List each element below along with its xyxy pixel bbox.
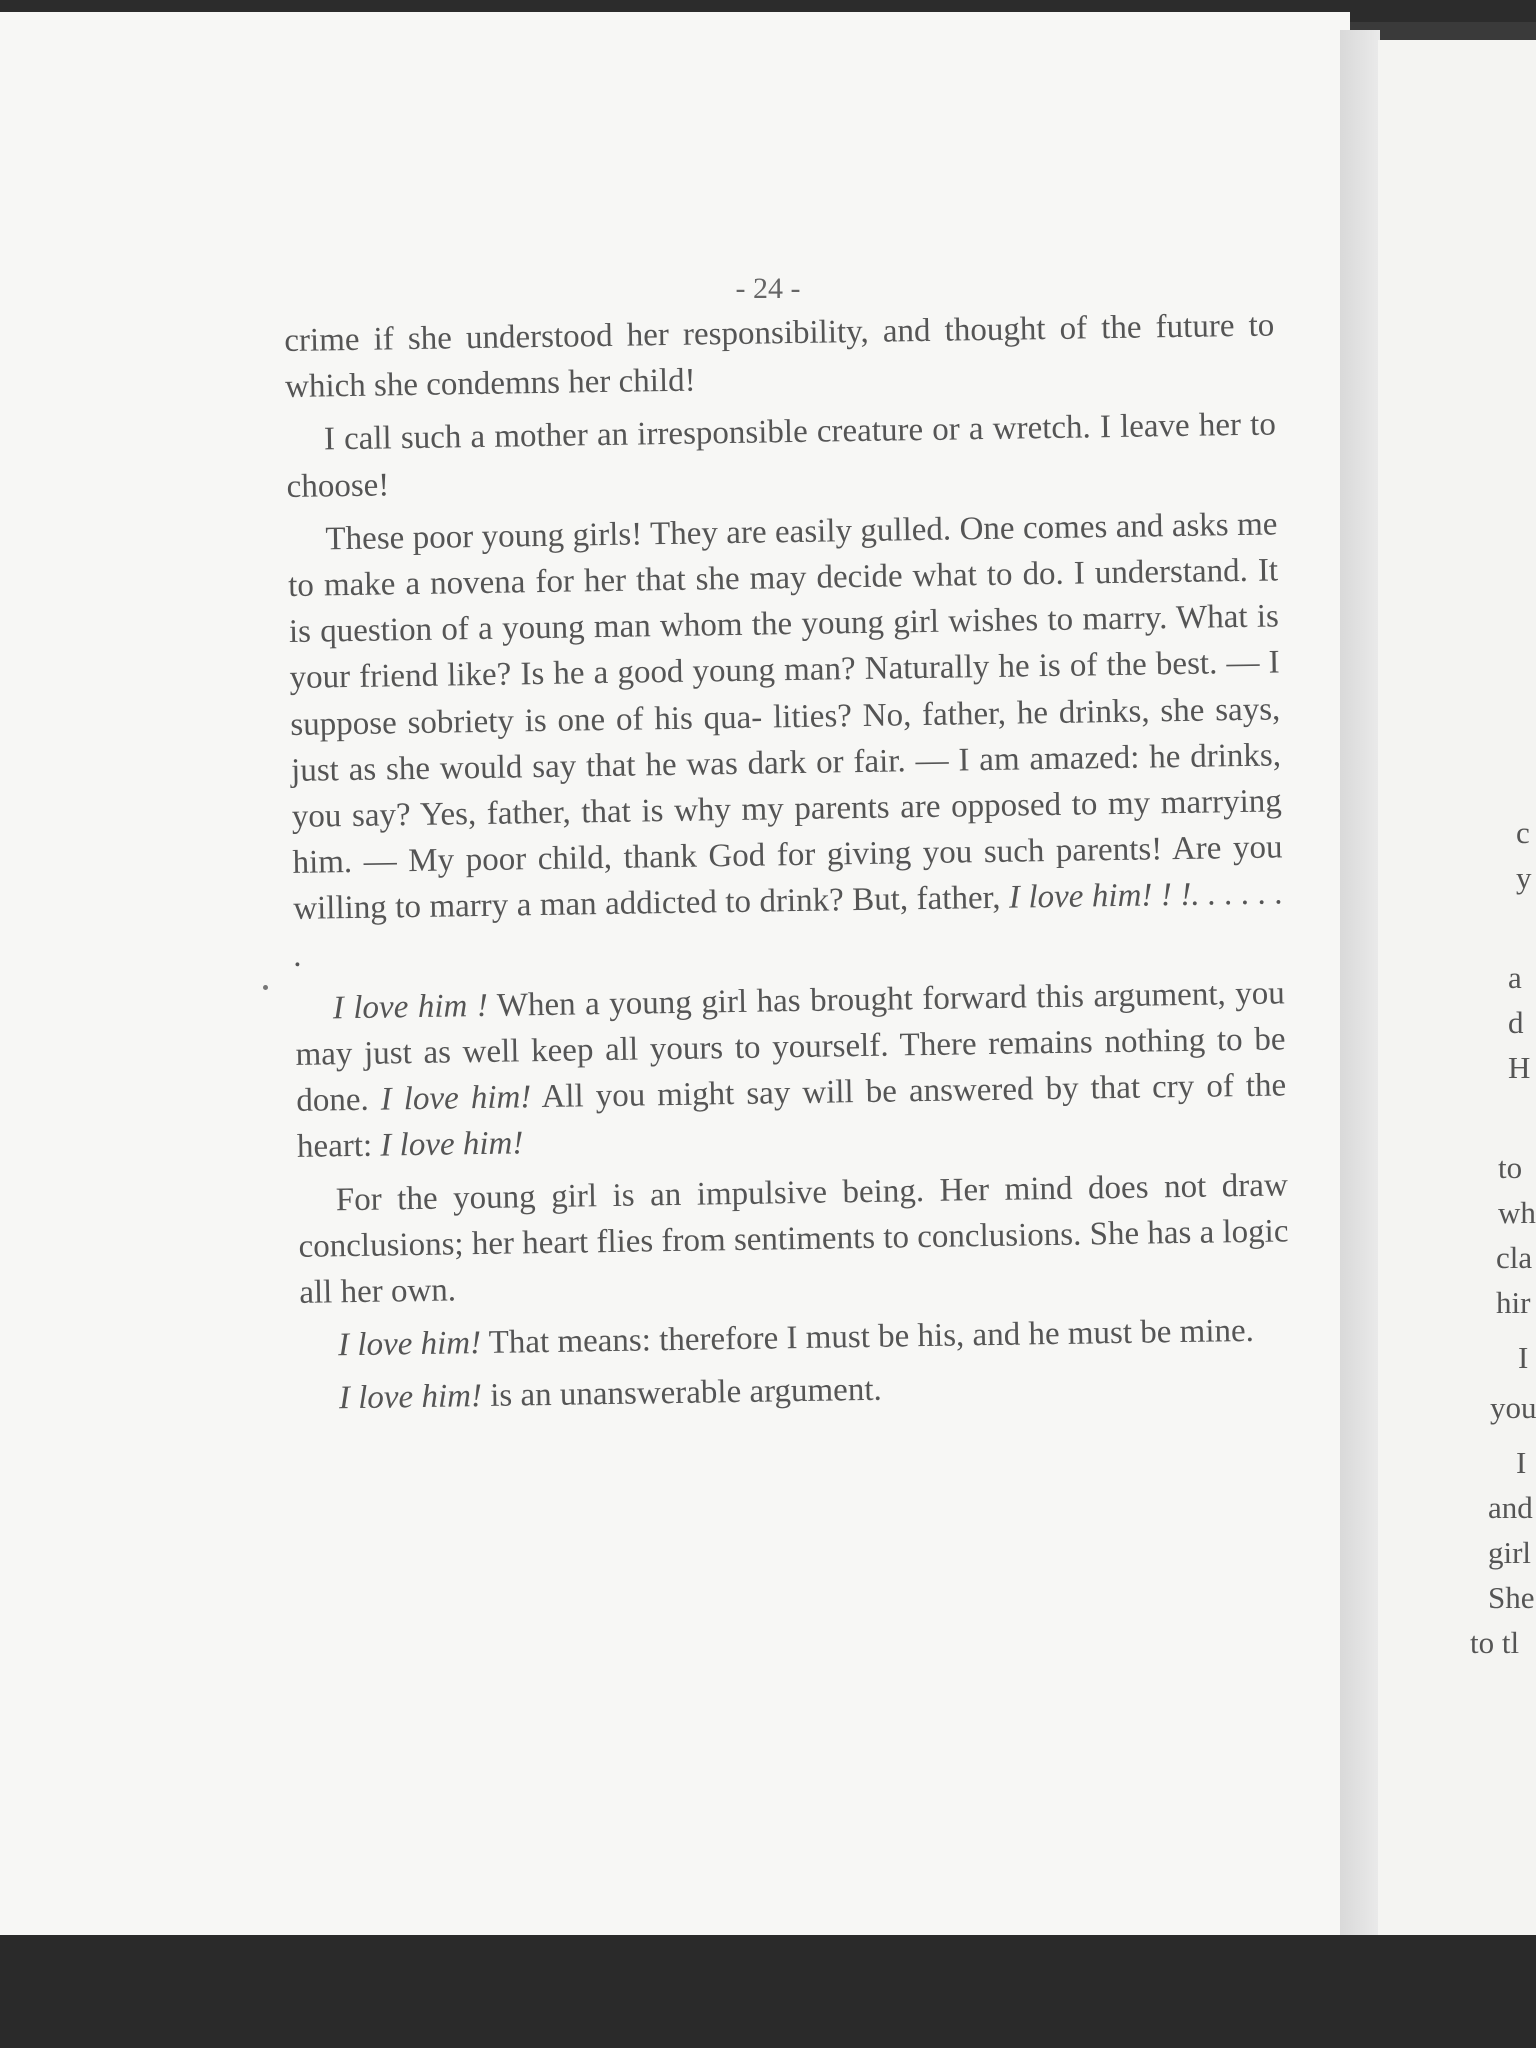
paragraph: These poor young girls! They are easily gulled. One comes and asks me to make a novena for her that she may decide what to do. I understand. It is question of a young man whom the young girl wishes to marry. What is your friend like? Is he a good young man? Naturally he is of the best. — I suppose sobriety is one of his qua- lities? No, father, he drinks, she says, just as she would say that he was dark or fair. — I am amazed: he drinks, you say? Yes, father, that is why my parents are opposed to my marrying him. — My poor child, thank God for giving you such parents! Are you willing to marry a man addicted to drink? But, father, I love him! ! !. . . . . . .: [287, 506, 1284, 974]
facing-page-fragment: hir: [1496, 1285, 1531, 1320]
scanner-bottom-edge: [0, 1935, 1536, 2048]
paragraph: crime if she understood her responsibility, and thought of the future to which she condemns her child!: [284, 307, 1275, 406]
facing-page-fragment: cla: [1496, 1240, 1533, 1275]
facing-page-fragment: you: [1490, 1390, 1536, 1425]
facing-page-fragment: and: [1488, 1490, 1533, 1525]
page-gutter-shadow: [1340, 30, 1380, 1935]
facing-page-fragment: She: [1488, 1580, 1535, 1615]
facing-page-fragment: wh: [1498, 1195, 1536, 1230]
facing-page-fragment: a: [1508, 960, 1522, 995]
page-number: - 24 -: [735, 272, 801, 305]
facing-page-fragment: d: [1508, 1005, 1524, 1040]
facing-page-edge: [1378, 40, 1536, 1935]
paragraph: I love him ! When a young girl has brought forward this argument, you may just as well keep all yours to yourself. There remains nothing to be done. I love him! All you might say will be answered by that cry of the heart: I love him!: [295, 975, 1287, 1166]
facing-page-fragment: to tl: [1470, 1625, 1520, 1660]
margin-speck: [263, 985, 268, 990]
facing-page-fragment: y: [1516, 860, 1532, 895]
facing-page-fragment: c: [1516, 815, 1530, 850]
facing-page-fragment: girl: [1488, 1535, 1532, 1570]
facing-page-fragment: I: [1518, 1340, 1529, 1375]
facing-page-fragment: I: [1516, 1445, 1527, 1480]
paragraph: I love him! is an unanswerable argument.: [338, 1372, 883, 1417]
paragraph: For the young girl is an impulsive being. Her mind does not draw conclusions; her heart flies from sentiments to conclusions. She has a logic all her own.: [298, 1166, 1289, 1311]
paragraph: I call such a mother an irresponsible creature or a wretch. I leave her to choose!: [286, 406, 1277, 505]
paragraph: I love him! That means: therefore I must be his, and he must be mine.: [337, 1313, 1255, 1364]
facing-page-fragment: H: [1508, 1050, 1531, 1085]
body-text: [284, 302, 1291, 1429]
facing-page-fragment: to: [1498, 1150, 1523, 1185]
